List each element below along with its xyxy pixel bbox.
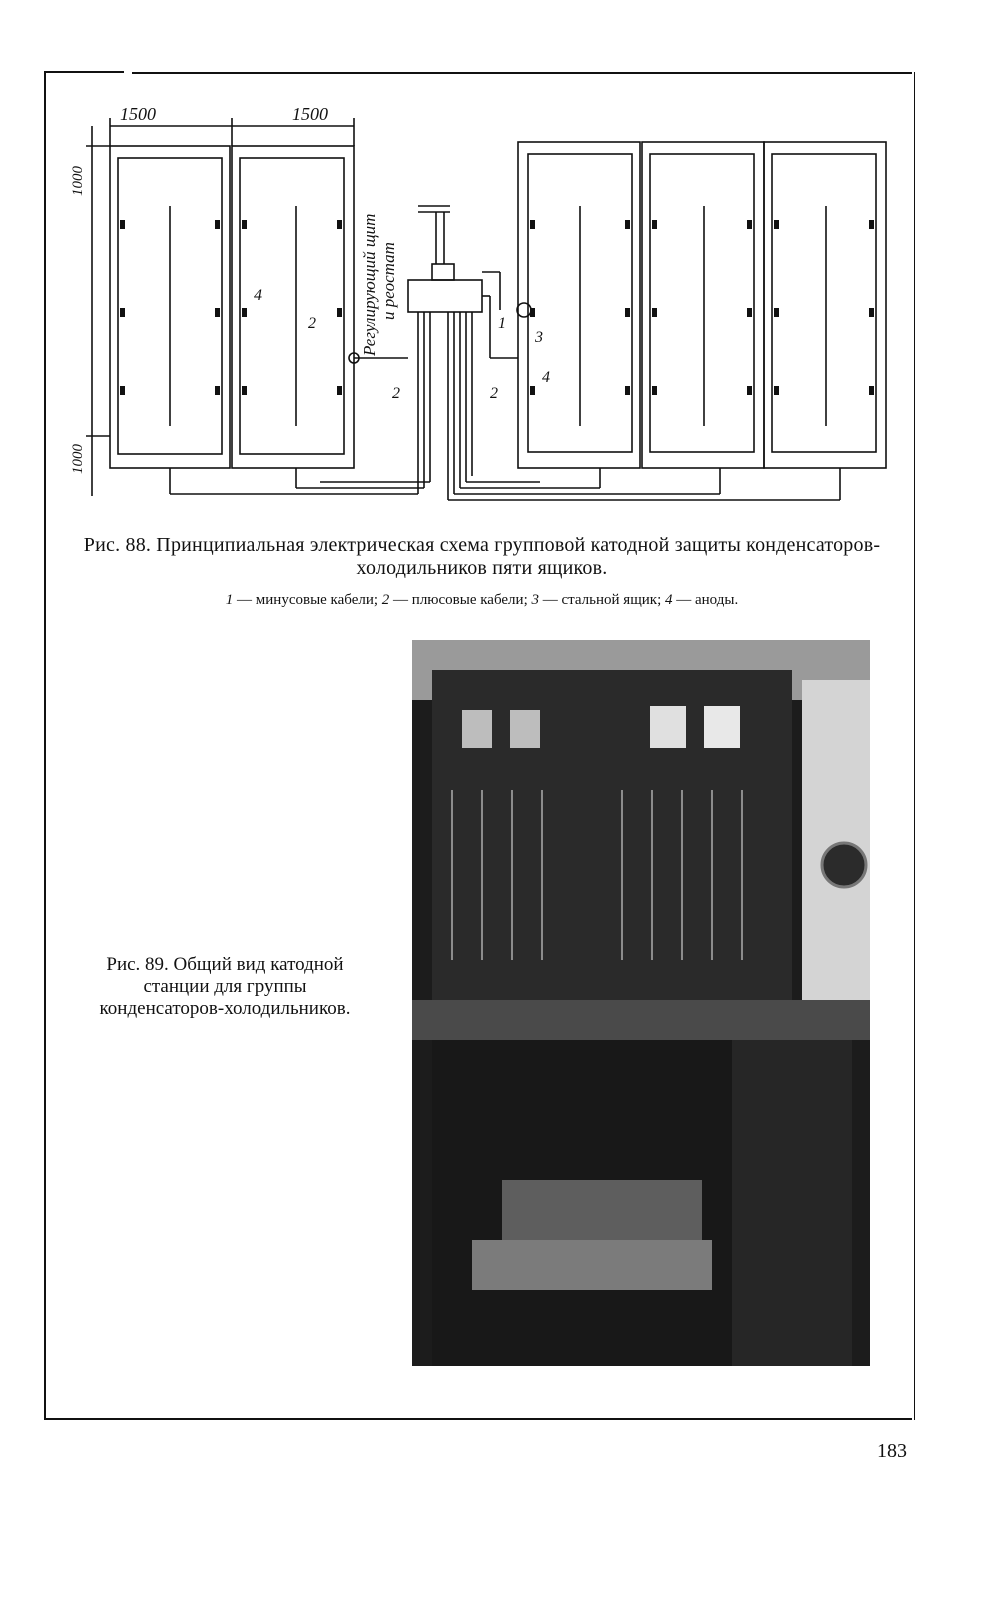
callout-2-right: 2 [490,385,498,402]
callout-2-mid: 2 [392,385,400,402]
steel-box-3 [518,142,640,468]
steel-box-5 [764,142,886,468]
dim-width-2: 1500 [292,104,328,124]
legend-text-2: плюсовые кабели; [411,592,528,608]
legend-num-1: 1 [225,592,234,608]
callout-3: 3 [535,329,543,346]
steel-box-5-inner [772,154,876,452]
callout-4-left: 4 [254,287,262,304]
legend-text-1: минусовые кабели; [255,592,379,608]
legend-num-4: 4 [664,592,673,608]
legend-num-3: 3 [531,592,539,608]
panel-label: Регулирующий щит [360,213,379,356]
figure-89-photo [412,640,870,1366]
steel-box-2 [232,146,354,468]
page-number: 183 [877,1440,907,1462]
figure-89-caption: Рис. 89. Общий вид катодной станции для группы конденсаторов-холодильников. [99,954,351,1019]
rheostat-label: и реостат [379,242,398,320]
dim-height-2: 1000 [70,444,86,474]
callout-4-right: 4 [542,369,550,386]
steel-box-4 [642,142,764,468]
dim-width-1: 1500 [120,104,156,124]
dim-height-1: 1000 [70,166,86,196]
figure-88-diagram [70,96,910,516]
figure-88-legend: 1 — минусовые кабели; 2 — плюсовые кабели; 3 — стальной ящик; 4 — аноды. [225,592,739,608]
callout-2-left: 2 [308,315,316,332]
legend-text-3: стальной ящик; [561,592,662,608]
steel-box-4-inner [650,154,754,452]
legend-text-4: аноды. [694,592,739,608]
regulating-panel [408,280,482,312]
legend-num-2: 2 [381,592,390,608]
callout-1: 1 [498,315,506,332]
bottom-rule [44,1418,912,1420]
figure-88-caption: Рис. 88. Принципиальная электрическая схема групповой катодной защиты конденсаторов-холодильников пяти ящиков. [83,534,881,579]
steel-box-2-inner [240,158,344,454]
